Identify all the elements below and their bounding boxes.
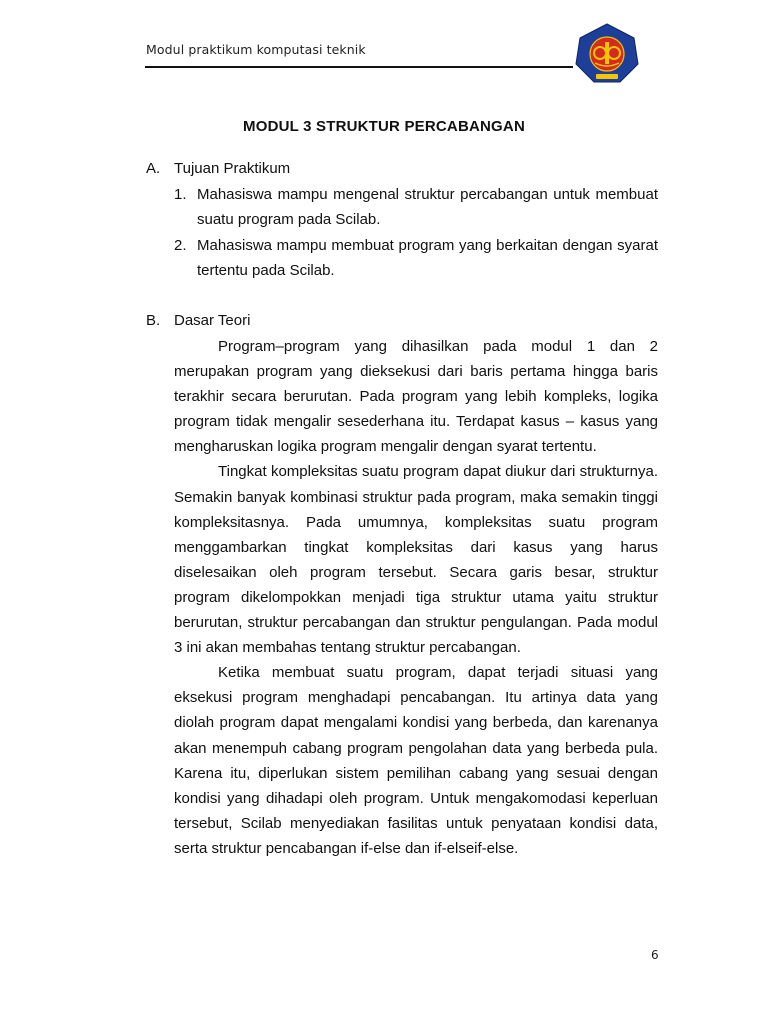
list-item [174,233,658,283]
list-item [174,182,658,232]
list-item-number: 1. [174,186,187,203]
institution-logo [572,22,642,86]
section-a-title: Tujuan Praktikum [174,160,291,177]
section-a-letter: A. [146,160,161,177]
theory-body [174,334,658,861]
header-title: Modul praktikum komputasi teknik [146,42,366,57]
list-item-text: Mahasiswa mampu mengenal struktur percabangan untuk membuat suatu program pada Scilab. [197,186,658,228]
body-paragraph: Tingkat kompleksitas suatu program dapat diukur dari strukturnya. Semakin banyak kombinasi struktur pada program, maka semakin tinggi kompleksitasnya. Pada umumnya, kompleksitas suatu program menggambarkan tingkat kompleksitas dari kasus yang harus diselesaikan oleh program tersebut. Secara garis besar, struktur program dikelompokkan menjadi tiga struktur utama yaitu struktur berurutan, struktur percabangan dan struktur pengulangan. Pada modul 3 ini akan membahas tentang struktur percabangan. [174,463,658,657]
list-item-text: Mahasiswa mampu membuat program yang berkaitan dengan syarat tertentu pada Scilab. [197,237,658,279]
section-b-title: Dasar Teori [174,312,251,329]
objectives-list [174,182,658,284]
body-paragraph: Ketika membuat suatu program, dapat terjadi situasi yang eksekusi program menghadapi pencabangan. Itu artinya data yang diolah program dapat mengalami kondisi yang berbeda, dan karenanya akan menempuh cabang program pengolahan data yang berbeda pula. Karena itu, diperlukan sistem pemilihan cabang yang sesuai dengan kondisi yang dihadapi oleh program. Untuk mengakomodasi keperluan tersebut, Scilab menyediakan fasilitas untuk penyataan kondisi data, serta struktur pencabangan if-else dan if-elseif-else. [174,664,658,857]
document-title: MODUL 3 STRUKTUR PERCABANGAN [243,118,525,135]
page-number: 6 [651,948,659,962]
list-item-number: 2. [174,237,187,254]
section-b-letter: B. [146,312,161,329]
header-divider [145,66,573,68]
body-paragraph: Program–program yang dihasilkan pada modul 1 dan 2 merupakan program yang dieksekusi dari baris pertama hingga baris terakhir secara berurutan. Pada program yang lebih kompleks, logika program tidak mengalir sesederhana itu. Terdapat kasus – kasus yang mengharuskan logika program mengalir dengan syarat tertentu. [174,338,658,456]
